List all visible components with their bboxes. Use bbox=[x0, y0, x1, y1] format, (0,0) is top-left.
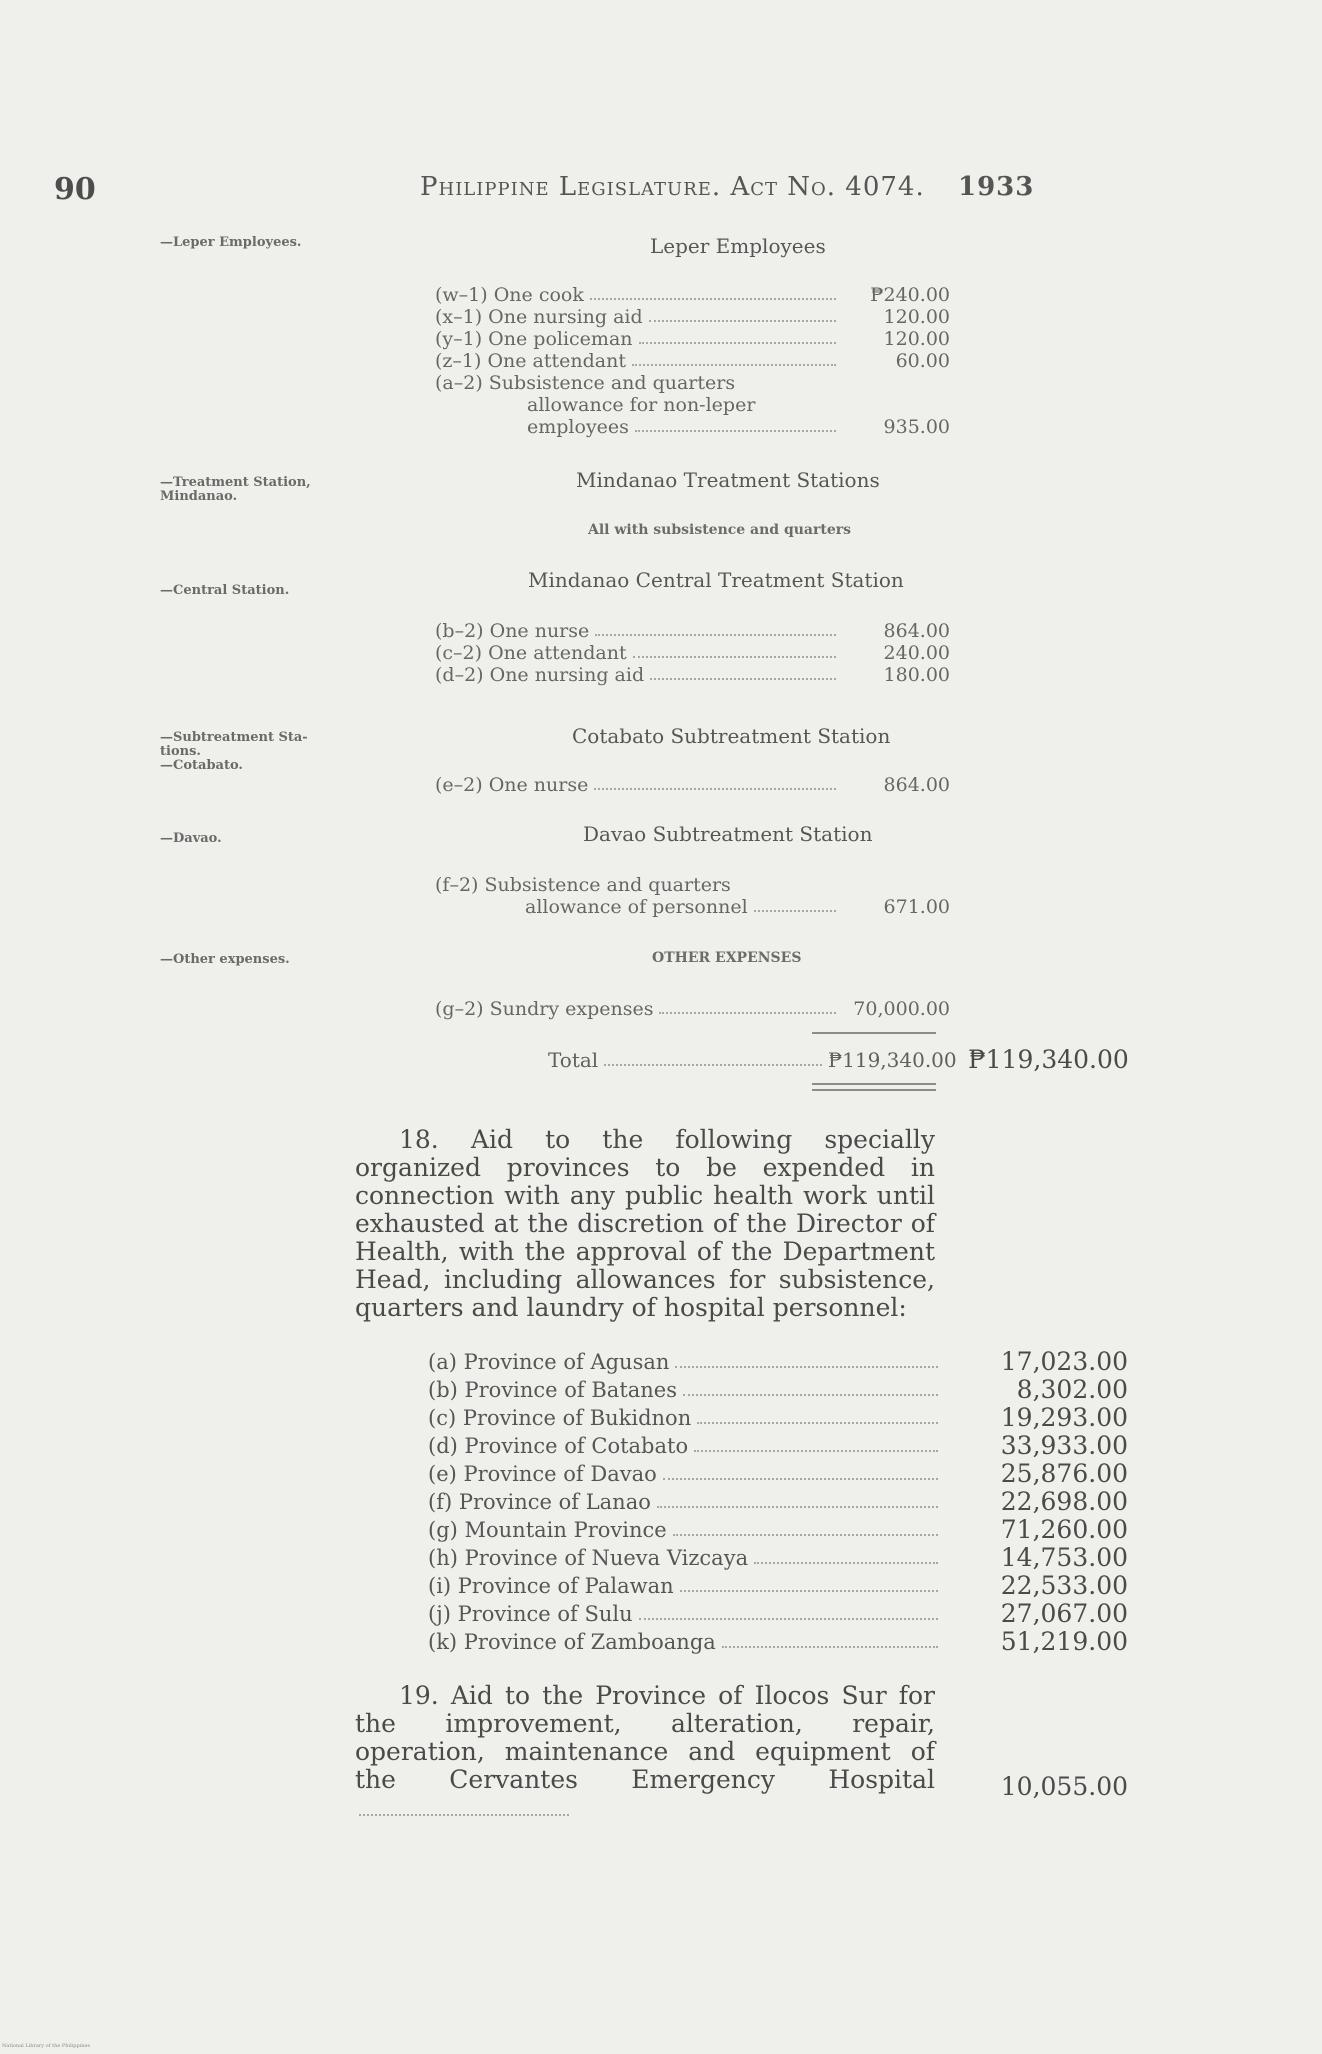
leader-dots bbox=[683, 1394, 938, 1396]
section-19-text bbox=[355, 1682, 935, 1822]
list-item bbox=[435, 372, 950, 394]
item-label: (c–2) One attendant bbox=[435, 642, 627, 664]
other-items bbox=[435, 998, 950, 1020]
total-row bbox=[548, 1048, 957, 1072]
margin-note-central: —Central Station. bbox=[160, 583, 290, 598]
leader-dots bbox=[635, 430, 836, 432]
list-item bbox=[428, 1460, 1128, 1488]
list-item bbox=[435, 328, 950, 350]
item-label: (c) Province of Bukidnon bbox=[428, 1406, 692, 1430]
item-label: (b–2) One nurse bbox=[435, 620, 590, 642]
cotabato-items bbox=[435, 774, 950, 796]
list-item-continued bbox=[435, 394, 950, 416]
davao-items bbox=[435, 874, 950, 918]
item-amount: 8,302.00 bbox=[1016, 1375, 1128, 1404]
leader-dots bbox=[649, 320, 836, 322]
item-amount: 14,753.00 bbox=[1000, 1543, 1128, 1572]
item-label: (a–2) Subsistence and quarters bbox=[435, 372, 736, 394]
page-number: 90 bbox=[54, 172, 96, 207]
central-items bbox=[435, 620, 950, 686]
subtotal-rule bbox=[812, 1032, 936, 1034]
other-expenses-heading: OTHER EXPENSES bbox=[652, 950, 802, 966]
leader-dots bbox=[604, 1064, 822, 1066]
item-label: (e–2) One nurse bbox=[435, 774, 589, 796]
item-amount: 17,023.00 bbox=[1000, 1347, 1128, 1376]
item-amount: 71,260.00 bbox=[1000, 1515, 1128, 1544]
leader-dots bbox=[359, 1814, 569, 1816]
item-label: (z–1) One attendant bbox=[435, 350, 627, 372]
item-amount: 864.00 bbox=[883, 620, 950, 642]
cotabato-heading: Cotabato Subtreatment Station bbox=[572, 724, 891, 748]
item-amount: 935.00 bbox=[883, 416, 950, 438]
footer-source: National Library of the Philippines bbox=[2, 2043, 91, 2049]
item-label: (f–2) Subsistence and quarters bbox=[435, 874, 731, 896]
list-item bbox=[435, 664, 950, 686]
margin-note-subtreatment bbox=[160, 731, 360, 773]
item-amount: 671.00 bbox=[883, 896, 950, 918]
header-year: 1933 bbox=[958, 172, 1035, 202]
item-label: (g) Mountain Province bbox=[428, 1518, 667, 1542]
margin-note-leper: —Leper Employees. bbox=[160, 235, 302, 250]
section-18-text: 18. Aid to the following specially organized provinces to be expended in connection with any public health work until exhausted at the discretion of the Director of Health, with the approval of the Department Head, including allowances for subsistence, quarters and laundry of hospital personnel: bbox=[355, 1125, 935, 1322]
item-amount: 33,933.00 bbox=[1000, 1431, 1128, 1460]
item-amount: 51,219.00 bbox=[1000, 1627, 1128, 1656]
leader-dots bbox=[659, 1012, 836, 1014]
item-amount: 240.00 bbox=[883, 642, 950, 664]
list-item bbox=[428, 1628, 1128, 1656]
list-item bbox=[428, 1516, 1128, 1544]
list-item bbox=[435, 874, 950, 896]
margin-note-line: tions. bbox=[160, 744, 201, 759]
list-item bbox=[428, 1572, 1128, 1600]
mindanao-heading: Mindanao Treatment Stations bbox=[576, 468, 880, 492]
list-item bbox=[428, 1404, 1128, 1432]
item-label: (d) Province of Cotabato bbox=[428, 1434, 689, 1458]
list-item bbox=[435, 620, 950, 642]
item-label: (a) Province of Agusan bbox=[428, 1350, 670, 1374]
item-amount: 25,876.00 bbox=[1000, 1459, 1128, 1488]
davao-heading: Davao Subtreatment Station bbox=[583, 822, 873, 846]
item-amount: 864.00 bbox=[883, 774, 950, 796]
list-item-continued bbox=[435, 416, 950, 438]
item-label: (j) Province of Sulu bbox=[428, 1602, 633, 1626]
margin-note-line: —Cotabato. bbox=[160, 758, 243, 773]
item-amount: 60.00 bbox=[895, 350, 950, 372]
margin-note-line: —Subtreatment Sta- bbox=[160, 730, 308, 745]
central-heading: Mindanao Central Treatment Station bbox=[528, 568, 904, 592]
leader-dots bbox=[663, 1478, 938, 1480]
leader-dots bbox=[722, 1646, 938, 1648]
leader-dots bbox=[632, 364, 836, 366]
margin-note-other: —Other expenses. bbox=[160, 952, 290, 967]
leader-dots bbox=[639, 342, 836, 344]
item-amount: 27,067.00 bbox=[1000, 1599, 1128, 1628]
leader-dots bbox=[675, 1366, 938, 1368]
leader-dots bbox=[650, 678, 836, 680]
item-label: (e) Province of Davao bbox=[428, 1462, 657, 1486]
list-item bbox=[428, 1432, 1128, 1460]
total-rule-1 bbox=[812, 1083, 936, 1085]
leader-dots bbox=[594, 788, 836, 790]
total-label: Total bbox=[548, 1048, 599, 1072]
mindanao-subheading: All with subsistence and quarters bbox=[588, 522, 852, 538]
list-item bbox=[428, 1544, 1128, 1572]
province-list bbox=[428, 1348, 1128, 1656]
leader-dots bbox=[633, 656, 836, 658]
leader-dots bbox=[590, 298, 836, 300]
leader-dots bbox=[754, 910, 836, 912]
item-amount: 120.00 bbox=[883, 306, 950, 328]
leper-heading: Leper Employees bbox=[650, 234, 826, 258]
leader-dots bbox=[639, 1618, 938, 1620]
item-label: (i) Province of Palawan bbox=[428, 1574, 674, 1598]
leader-dots bbox=[697, 1422, 938, 1424]
list-item bbox=[428, 1488, 1128, 1516]
list-item bbox=[435, 284, 950, 306]
margin-note-treatment bbox=[160, 476, 360, 504]
total-amount: ₱119,340.00 bbox=[828, 1048, 957, 1072]
item-label: (y–1) One policeman bbox=[435, 328, 633, 350]
list-item-continued bbox=[435, 896, 950, 918]
total-rule-2 bbox=[812, 1089, 936, 1091]
item-label: (g–2) Sundry expenses bbox=[435, 998, 654, 1020]
item-label: (d–2) One nursing aid bbox=[435, 664, 645, 686]
section-19-body: 19. Aid to the Province of Ilocos Sur for the improvement, alteration, repair, operation, maintenance and equipment of the Cervantes Emergency Hospital bbox=[355, 1681, 935, 1794]
list-item bbox=[428, 1348, 1128, 1376]
section-19-amount: 10,055.00 bbox=[1000, 1772, 1128, 1801]
item-label: (w–1) One cook bbox=[435, 284, 584, 306]
item-amount: 180.00 bbox=[883, 664, 950, 686]
item-amount: 22,698.00 bbox=[1000, 1487, 1128, 1516]
list-item bbox=[428, 1376, 1128, 1404]
leader-dots bbox=[657, 1506, 938, 1508]
item-amount: ₱240.00 bbox=[870, 284, 950, 306]
list-item bbox=[435, 350, 950, 372]
list-item bbox=[435, 774, 950, 796]
item-amount: 19,293.00 bbox=[1000, 1403, 1128, 1432]
item-label: (f) Province of Lanao bbox=[428, 1490, 651, 1514]
list-item bbox=[435, 998, 950, 1020]
leader-dots bbox=[680, 1590, 938, 1592]
list-item bbox=[435, 306, 950, 328]
leper-items bbox=[435, 284, 950, 438]
item-amount: 70,000.00 bbox=[853, 998, 950, 1020]
margin-note-davao: —Davao. bbox=[160, 831, 222, 846]
total-line bbox=[548, 1048, 957, 1072]
running-title: Philippine Legislature. Act No. 4074. bbox=[420, 172, 925, 202]
item-label: employees bbox=[527, 416, 629, 438]
list-item bbox=[428, 1600, 1128, 1628]
leader-dots bbox=[595, 634, 836, 636]
leader-dots bbox=[754, 1562, 938, 1564]
item-label: (b) Province of Batanes bbox=[428, 1378, 678, 1402]
item-label: (h) Province of Nueva Vizcaya bbox=[428, 1546, 749, 1570]
leader-dots bbox=[694, 1450, 938, 1452]
item-label: (k) Province of Zamboanga bbox=[428, 1630, 716, 1654]
running-header bbox=[420, 172, 1034, 202]
list-item bbox=[435, 642, 950, 664]
item-label: allowance of personnel bbox=[525, 896, 748, 918]
item-label: allowance for non-leper bbox=[527, 394, 756, 416]
total-right-amount: ₱119,340.00 bbox=[968, 1045, 1129, 1074]
item-amount: 22,533.00 bbox=[1000, 1571, 1128, 1600]
margin-note-line: Mindanao. bbox=[160, 489, 238, 504]
leader-dots bbox=[673, 1534, 938, 1536]
item-label: (x–1) One nursing aid bbox=[435, 306, 643, 328]
margin-note-line: —Treatment Station, bbox=[160, 475, 311, 490]
item-amount: 120.00 bbox=[883, 328, 950, 350]
